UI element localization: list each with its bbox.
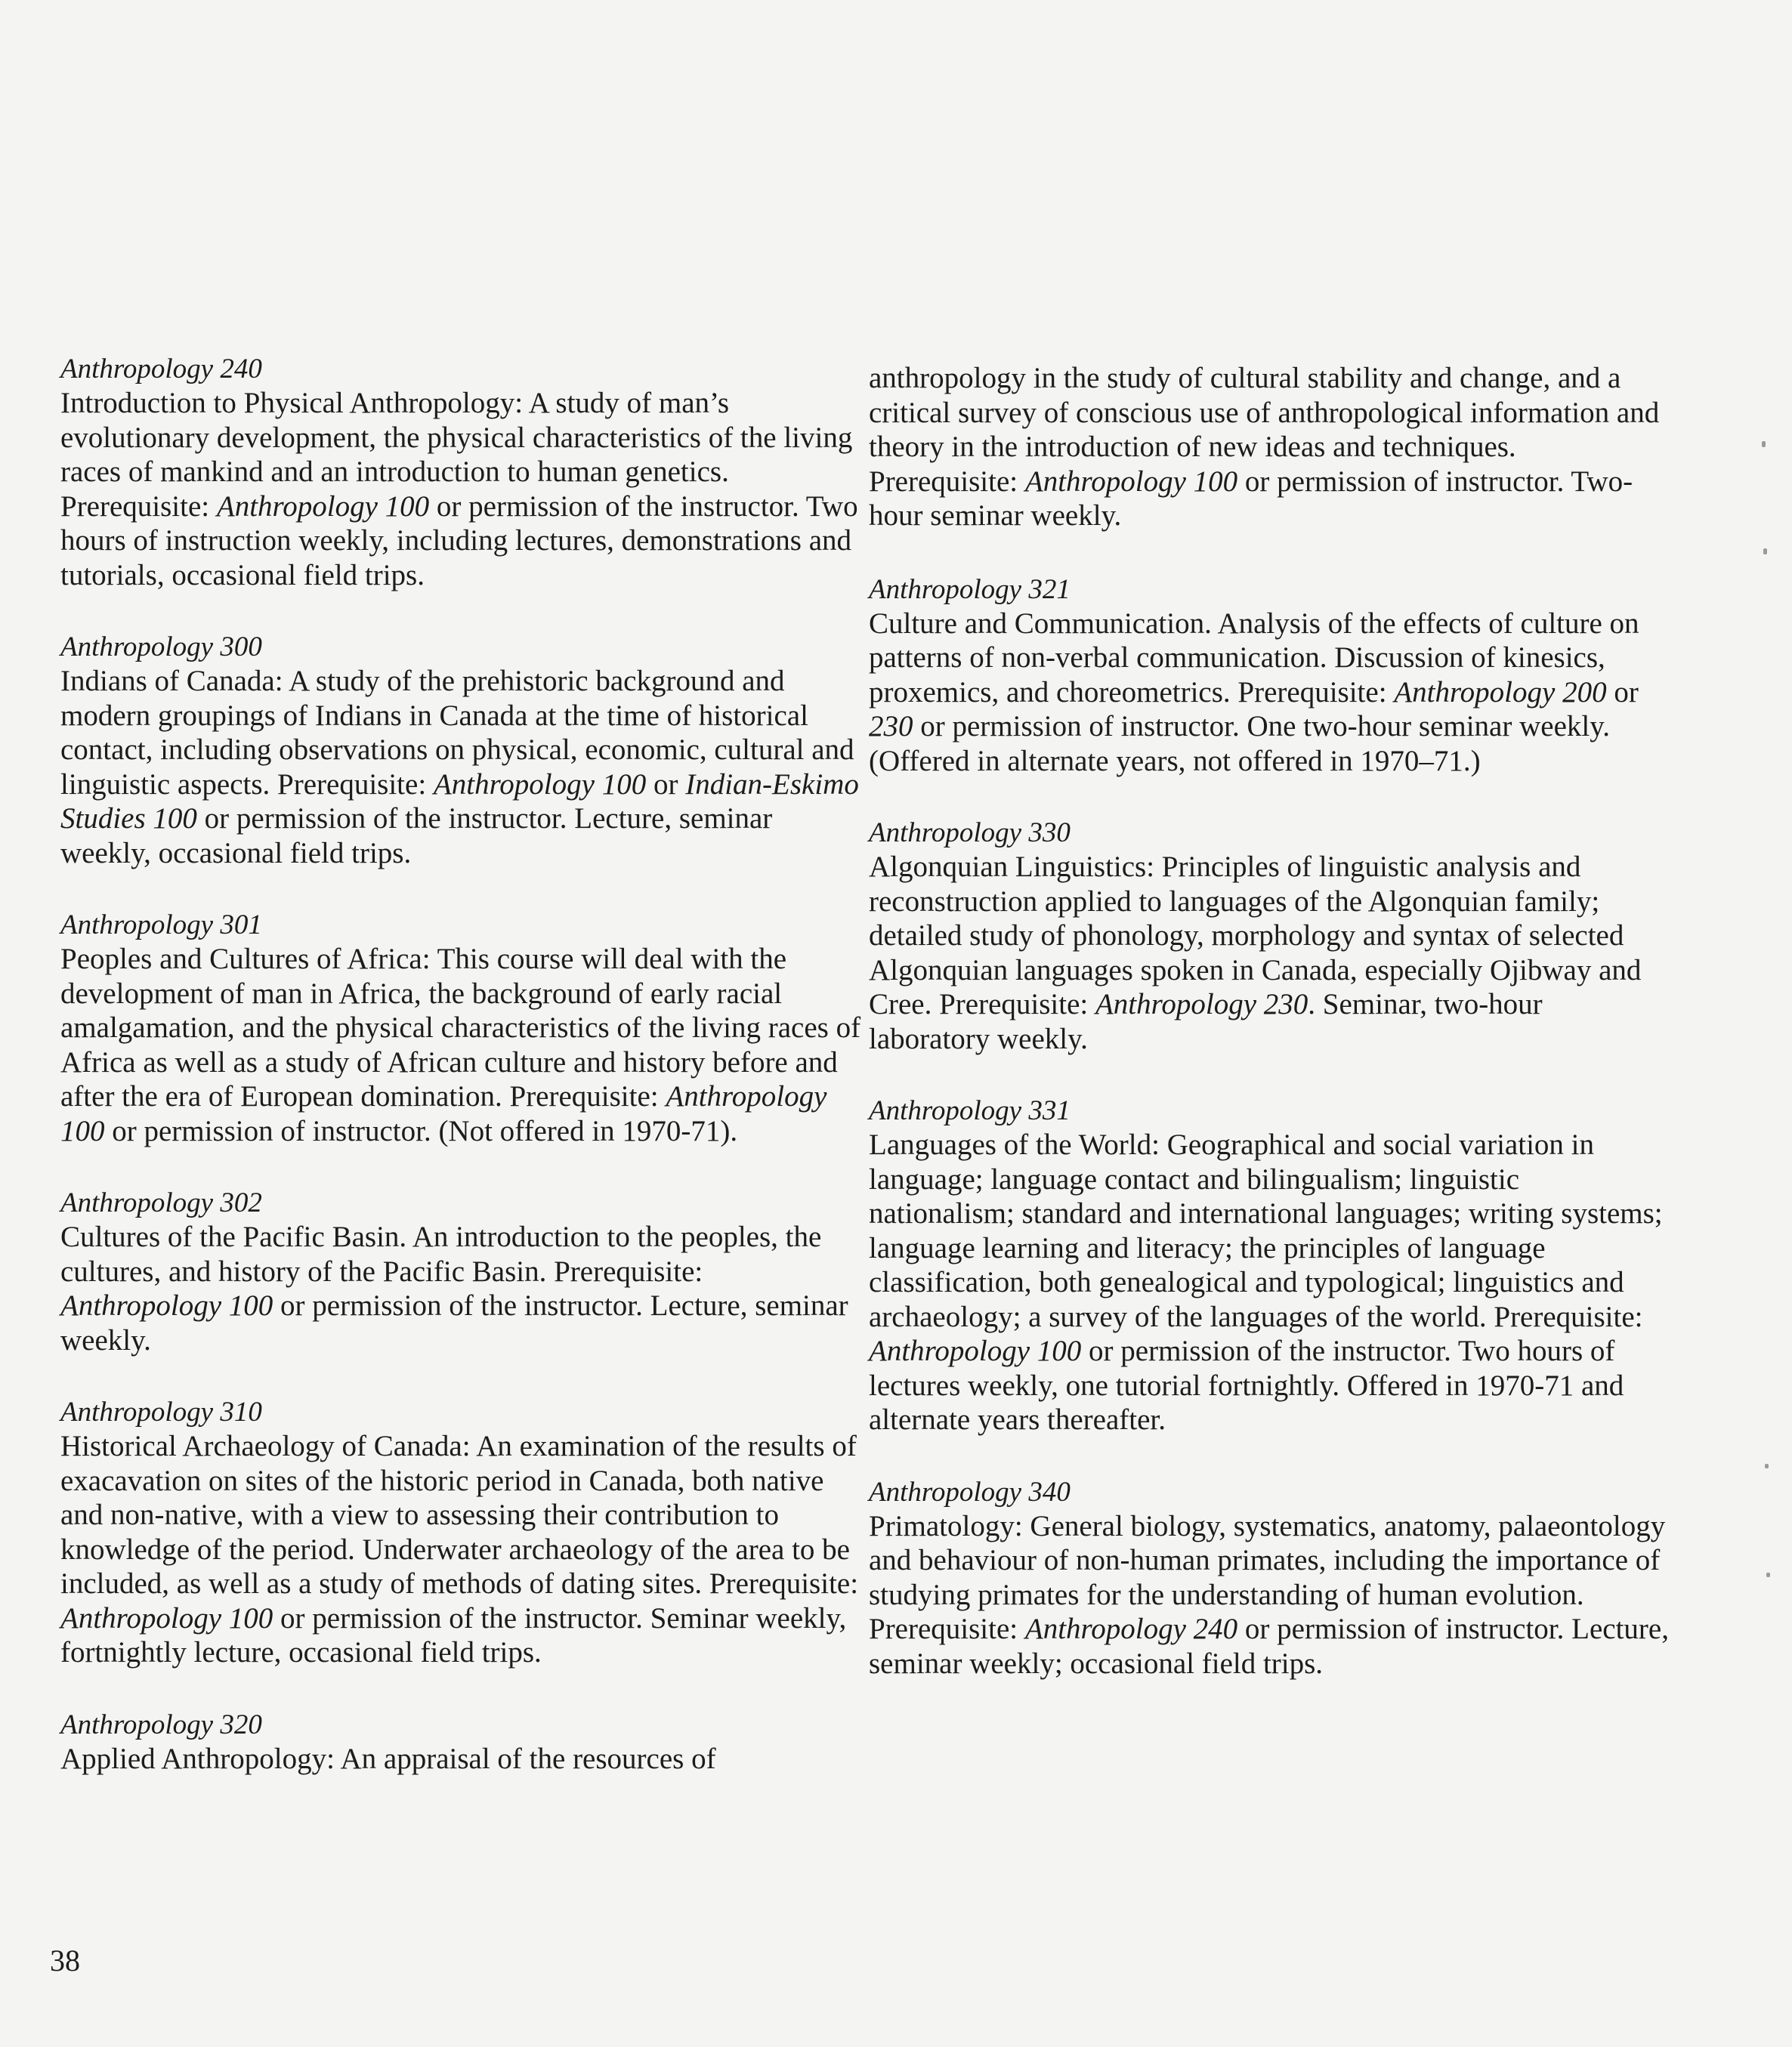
course-title: Anthropology 320 <box>60 1709 262 1740</box>
course-entry <box>869 573 1670 779</box>
course-title: Anthropology 321 <box>869 573 1071 605</box>
description-text: or <box>646 767 686 801</box>
course-entry <box>60 1186 861 1357</box>
course-title: Anthropology 330 <box>869 817 1071 848</box>
course-reference: Anthropology 230 <box>1095 988 1308 1020</box>
course-description <box>60 942 861 1148</box>
course-description <box>869 1509 1670 1681</box>
description-text: Historical Archaeology of Canada: An examination of the results of exacavation on sites of the historic period in Canada, both native and non-native, with a view to assessing their contribution to knowledge of the period. Underwater archaeology of the area to be included, as well as a study of methods of dating sites. Prerequisite: <box>60 1430 859 1600</box>
page-number: 38 <box>50 1944 80 1978</box>
course-reference: Anthropology 100 <box>60 1289 273 1322</box>
course-description <box>60 1429 861 1670</box>
description-text: or permission of instructor. (Not offered in 1970-71). <box>104 1114 738 1147</box>
scan-speck <box>1762 441 1766 447</box>
description-text: Cultures of the Pacific Basin. An introduction to the peoples, the cultures, and history of the Pacific Basin. Prerequisite: <box>60 1221 822 1288</box>
course-title: Anthropology 300 <box>60 631 262 662</box>
course-entry <box>60 908 861 1148</box>
course-title: Anthropology 302 <box>60 1187 262 1218</box>
course-reference: Anthropology 200 <box>1394 675 1607 709</box>
course-title: Anthropology 310 <box>60 1397 262 1428</box>
course-description <box>869 1128 1670 1437</box>
course-entry <box>869 361 1670 533</box>
description-text: Algonquian Linguistics: Principles of linguistic analysis and reconstruction applied to languages of the Algonquian family; detailed study of phonology, morphology and syntax of selected Algonquian languages spoken in Canada, especially Ojibway and Cree. Prerequisite: <box>869 851 1642 1020</box>
course-reference: 230 <box>869 710 913 743</box>
course-entry <box>60 1708 861 1777</box>
course-title: Anthropology 331 <box>869 1095 1071 1126</box>
course-entry <box>60 352 861 592</box>
course-description <box>869 850 1670 1056</box>
course-reference: Anthropology 100 <box>869 1335 1082 1367</box>
course-entry <box>60 1395 861 1670</box>
description-text: Introduction to Physical Anthropology: A study of man’s evolutionary development, the physical characteristics of the living races of mankind and an introduction to human genetics. Prerequisite: <box>60 387 853 523</box>
description-text: anthropology in the study of cultural stability and change, and a critical survey of conscious use of anthropological information and theory in the introduction of new ideas and techniques. Prerequisite: <box>869 362 1660 498</box>
course-description <box>60 1220 861 1357</box>
description-text: or permission of the instructor. Lecture, seminar weekly, occasional field trips. <box>60 802 773 869</box>
description-text: or permission of instructor. Two-hour seminar weekly. <box>869 465 1633 532</box>
description-text: Applied Anthropology: An appraisal of the resources of <box>60 1742 716 1775</box>
course-entry <box>60 630 861 870</box>
right-column <box>869 361 1670 1718</box>
course-description <box>869 361 1670 533</box>
course-reference: Anthropology 240 <box>1024 1613 1238 1645</box>
description-text: Peoples and Cultures of Africa: This course will deal with the development of man in Africa, the background of early racial amalgamation, and the physical characteristics of the living races of Africa as well as a study of African culture and history before and after the era of European domination. Prerequisite: <box>60 943 861 1113</box>
description-text: or permission of instructor. Lecture, seminar weekly; occasional field trips. <box>869 1613 1669 1680</box>
description-text: or permission of instructor. One two-hour seminar weekly. (Offered in alternate years, not offered in 1970–71.) <box>869 710 1610 777</box>
scan-speck <box>1766 1573 1770 1577</box>
course-title: Anthropology 301 <box>60 909 262 940</box>
description-text: Indians of Canada: A study of the prehistoric background and modern groupings of Indians in Canada at the time of historical contact, including observations on physical, economic, cultural and linguistic aspects. Prerequisite: <box>60 665 854 801</box>
left-column <box>60 352 861 1814</box>
course-reference: Anthropology 100 <box>60 1601 273 1635</box>
course-reference: Anthropology 100 <box>1024 465 1238 498</box>
course-description <box>869 607 1670 779</box>
course-description <box>60 1742 861 1777</box>
course-entry <box>869 1475 1670 1681</box>
description-text: or permission of the instructor. Lecture, seminar weekly. <box>60 1289 848 1357</box>
course-reference: Anthropology 100 <box>216 489 430 523</box>
description-text: or <box>1606 675 1639 709</box>
course-description <box>60 664 861 870</box>
description-text: or permission of the instructor. Two hours of instruction weekly, including lectures, demonstrations and tutorials, occasional field trips. <box>60 489 858 591</box>
description-text: or permission of the instructor. Seminar weekly, fortnightly lecture, occasional field trips. <box>60 1601 847 1669</box>
course-title: Anthropology 340 <box>869 1476 1071 1508</box>
course-title: Anthropology 240 <box>60 354 262 384</box>
scan-speck <box>1763 548 1767 554</box>
course-entry <box>869 1094 1670 1437</box>
description-text: or permission of the instructor. Two hours of lectures weekly, one tutorial fortnightly. Offered in 1970-71 and alternate years thereafter. <box>869 1335 1624 1436</box>
description-text: Primatology: General biology, systematics, anatomy, palaeontology and behaviour of non-human primates, including the importance of studying primates for the understanding of human evolution. Prerequisite: <box>869 1509 1666 1645</box>
course-reference: Indian-Eskimo Studies 100 <box>60 767 859 835</box>
description-text: . Seminar, two-hour laboratory weekly. <box>869 988 1543 1055</box>
description-text: Culture and Communication. Analysis of the effects of culture on patterns of non-verbal communication. Discussion of kinesics, proxemics, and choreometrics. Prerequisite: <box>869 607 1639 709</box>
scan-speck <box>1765 1464 1769 1468</box>
course-description <box>60 386 861 592</box>
course-reference: Anthropology 100 <box>60 1080 827 1147</box>
course-reference: Anthropology 100 <box>433 767 647 801</box>
course-entry <box>869 816 1670 1056</box>
description-text: Languages of the World: Geographical and social variation in language; language contact and bilingualism; linguistic nationalism; standard and international languages; writing systems; language learning and literacy; the principles of language classification, both genealogical and typological; linguistics and archaeology; a survey of the languages of the world. Prerequisite: <box>869 1128 1663 1333</box>
